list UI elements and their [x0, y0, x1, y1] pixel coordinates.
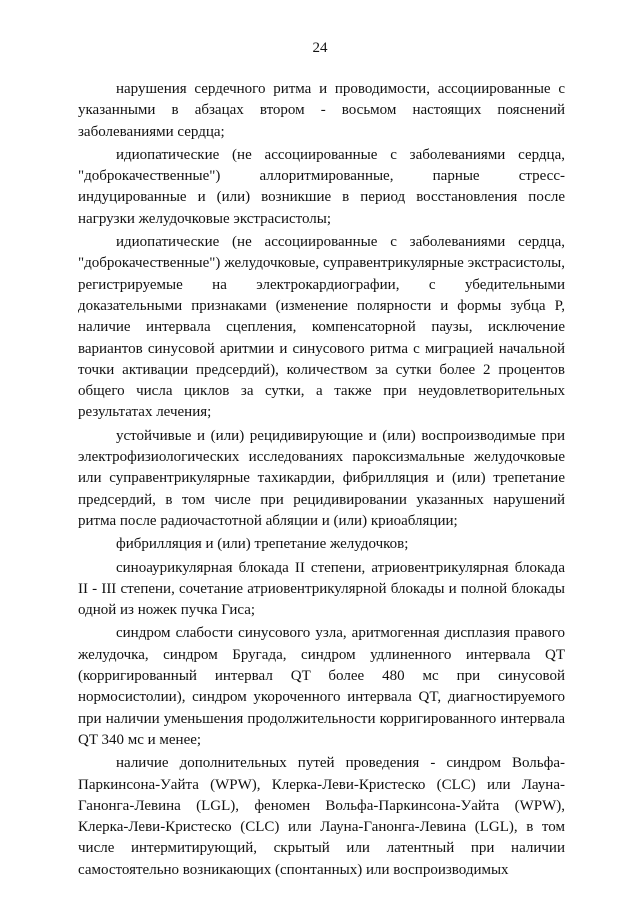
paragraph-stress-induced-extrasystoles: идиопатические (не ассоциированные с заболеваниями сердца, "доброкачественные") аллоритмированные, парные стресс-индуцированные и (или) возникшие в период восстановления после нагрузки желудочковые экстрасистолы; [78, 146, 565, 227]
paragraph-sick-sinus-syndrome: синдром слабости синусового узла, аритмогенная дисплазия правого желудочка, синдром Бругада, синдром удлиненного интервала QT (корригированный интервал QT более 480 мс при синусовой нормосистолии), синдром укороченного интервала QT, диагностируемого при наличии уменьшения продолжительности корригированного интервала QT 340 мс и менее; [78, 625, 565, 748]
paragraph-idiopathic-extrasystoles: идиопатические (не ассоциированные с заболеваниями сердца, "доброкачественные") желудочковые, суправентрикулярные экстрасистолы, регистрируемые на электрокардиографии, с убедительными доказательными признаками (изменение полярности и формы зубца P, наличие интервала сцепления, компенсаторной паузы, исключение вариантов синусовой аритмии и синусового ритма с миграцией начальной точки активации предсердий), количеством за сутки более 2 процентов общего числа циклов за сутки, а также при неудовлетворительных результатах лечения; [78, 234, 565, 421]
page-number: 24 [312, 40, 328, 56]
paragraph-paroxysmal-tachycardia: устойчивые и (или) рецидивирующие и (или) воспроизводимые при электрофизиологических исследованиях пароксизмальные желудочковые или суправентрикулярные тахикардии, фибрилляция и (или) трепетание предсердий, в том числе при рецидивировании указанных нарушений ритма после радиочастотной абляции и (или) криоабляции; [78, 427, 565, 529]
paragraph-ventricular-fibrillation: фибрилляция и (или) трепетание желудочков; [116, 536, 409, 553]
paragraph-conduction-disorders: нарушения сердечного ритма и проводимости, ассоциированные с указанными в абзацах втором - восьмом настоящих пояснений заболеваниями сердца; [78, 81, 565, 140]
paragraph-sinoauricular-block: синоаурикулярная блокада II степени, атриовентрикулярная блокада II - III степени, сочетание атриовентрикулярной блокады и полной блокады одной из ножек пучка Гиса; [78, 559, 565, 619]
paragraph-accessory-pathways: наличие дополнительных путей проведения - синдром Вольфа-Паркинсона-Уайта (WPW), Клерка-Леви-Кристеско (CLC) или Лауна-Ганонга-Левина (LGL), феномен Вольфа-Паркинсона-Уайта (WPW), Клерка-Леви-Кристеско (CLC) или Лауна-Ганонга-Левина (LGL), в том числе интермитирующий, скрытый или латентный при наличии самостоятельно возникающих (спонтанных) или воспроизводимых [78, 755, 565, 878]
document-body [78, 79, 565, 881]
